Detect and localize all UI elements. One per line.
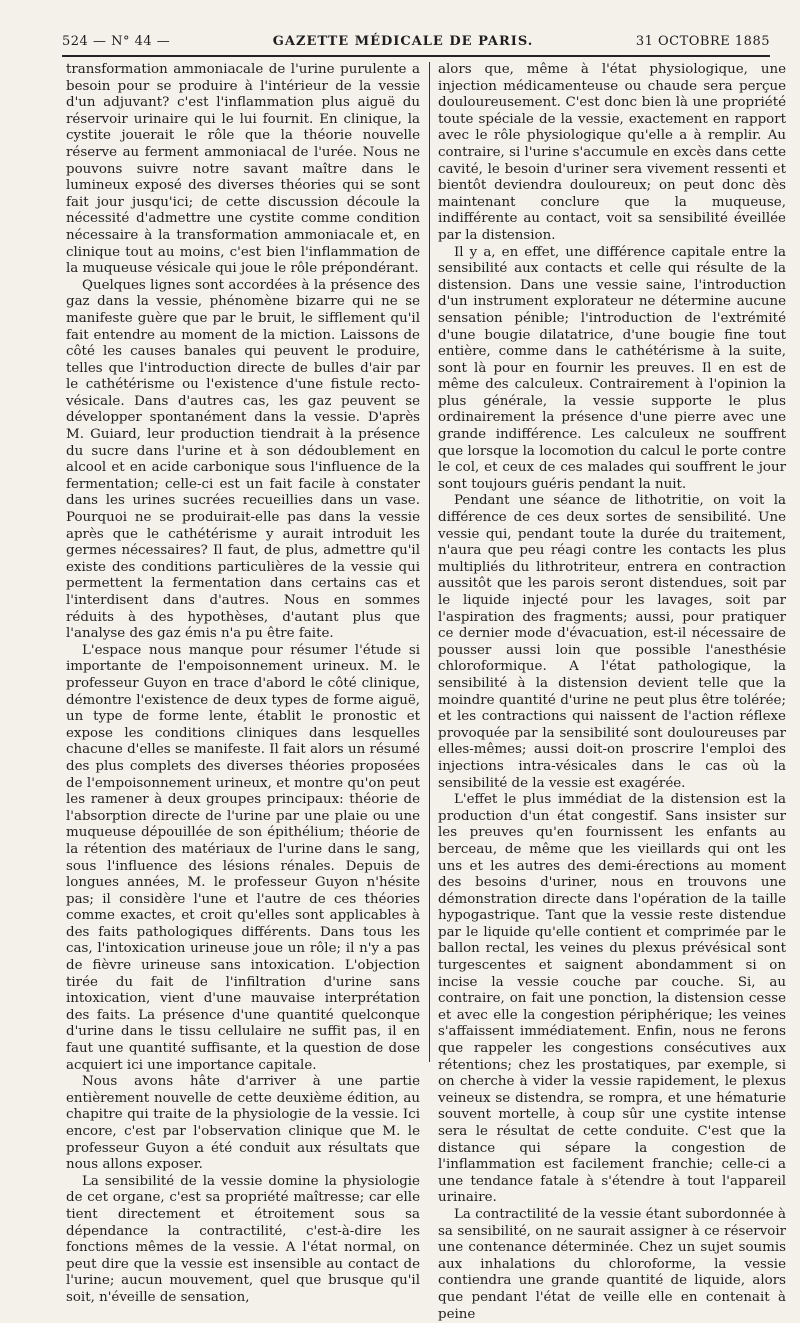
paragraph: La sensibilité de la vessie domine la physiologie de cet organe, c'est sa propriété maîtresse; car elle tient directement et étroitement sous sa dépendance la contractilité, c'est-à-dire les fonctions mêmes de la vessie. A l'état normal, on peut dire que la vessie est insensible au contact de l'urine; aucun mouvement, quel que brusque qu'il soit, n'éveille de sensation, (66, 1173, 420, 1305)
paragraph: L'effet le plus immédiat de la distension est la production d'un état congestif. Sans insister sur les preuves qu'en fournissent les enfants au berceau, de même que les vieillards qui ont les uns et les autres des demi-érections au moment des besoins d'uriner, nous en trouvons une démonstration directe dans l'opération de la taille hypogastrique. Tant que la vessie reste distendue par le liquide qu'elle contient et comprimée par le ballon rectal, les veines du plexus prévésical sont turgescentes et saignent abondamment si on incise la vessie couche par couche. Si, au contraire, on fait une ponction, la distension cesse et avec elle la congestion périphérique; les veines s'affaissent immédiatement. Enfin, nous ne ferons que rappeler les congestions consécutives aux rétentions; chez les prostatiques, par exemple, si on cherche à vider la vessie rapidement, le plexus veineux se distendra, se rompra, et une hématurie souvent mortelle, à coup sûr une cystite intense sera le résultat de cette conduite. C'est que la distance qui sépare la congestion de l'inflammation est facilement franchie; celle-ci a une tendance fatale à s'étendre à tout l'appareil urinaire. (438, 792, 786, 1206)
page-number-and-issue (62, 34, 170, 49)
left-column (66, 62, 420, 1305)
page-number: 524 (62, 33, 89, 49)
paragraph: transformation ammoniacale de l'urine purulente a besoin pour se produire à l'intérieur de la vessie d'un adjuvant? c'est l'inflammation plus aiguë du réservoir urinaire qui le lui fournit. En clinique, la cystite jouerait le rôle que la théorie nouvelle réserve au ferment ammoniacal de l'urée. Nous ne pouvons suivre notre savant maître dans le lumineux exposé des diverses théories qui se sont fait jour jusqu'ici; de cette discussion découle la nécessité d'admettre une cystite comme condition nécessaire à la transformation ammoniacale et, en clinique tout au moins, c'est bien l'inflammation de la muqueuse vésicale qui joue le rôle prépondérant. (66, 62, 420, 277)
right-column (438, 62, 786, 1322)
paragraph: Quelques lignes sont accordées à la présence des gaz dans la vessie, phénomène bizarre qui ne se manifeste guère que par le bruit, le sifflement qu'il fait entendre au moment de la miction. Laissons de côté les causes banales qui peuvent le produire, telles que l'introduction directe de bulles d'air par le cathétérisme ou l'existence d'une fistule recto-vésicale. Dans d'autres cas, les gaz peuvent se développer spontanément dans la vessie. D'après M. Guiard, leur production tiendrait à la présence du sucre dans l'urine et à son dédoublement en alcool et en acide carbonique sous l'influence de la fermentation; celle-ci est un fait facile à constater dans les urines sucrées recueillies dans un vase. Pourquoi ne se produirait-elle pas dans la vessie après que le cathétérisme y aurait introduit les germes nécessaires? Il faut, de plus, admettre qu'il existe des conditions particulières de la vessie qui permettent la fermentation dans certains cas et l'interdisent dans d'autres. Nous en sommes réduits à des hypothèses, d'autant plus que l'analyse des gaz émis n'a pu être faite. (66, 277, 420, 642)
paragraph: L'espace nous manque pour résumer l'étude si importante de l'empoisonnement urineux. M. le professeur Guyon en trace d'abord le côté clinique, démontre l'existence de deux types de forme aiguë, un type de forme lente, établit le pronostic et expose les conditions cliniques dans lesquelles chacune d'elles se manifeste. Il fait alors un résumé des plus complets des diverses théories proposées de l'empoisonnement urineux, et montre qu'on peut les ramener à deux groupes principaux: théorie de l'absorption directe de l'urine par une plaie ou une muqueuse dépouillée de son épithélium; théorie de la rétention des matériaux de l'urine dans le sang, sous l'influence des lésions rénales. Depuis de longues années, M. le professeur Guyon n'hésite pas; il considère l'une et l'autre de ces théories comme exactes, et croit qu'elles sont applicables à des faits pathologiques différents. Dans tous les cas, l'intoxication urineuse joue un rôle; il n'y a pas de fièvre urineuse sans intoxication. L'objection tirée du fait de l'infiltration d'urine sans intoxication, vient d'une mauvaise interprétation des faits. La présence d'une quantité quelconque d'urine dans le tissu cellulaire ne suffit pas, il en faut une quantité suffisante, et la question de dose acquiert ici une importance capitale. (66, 642, 420, 1073)
header-rule (62, 55, 770, 57)
paragraph: La contractilité de la vessie étant subordonnée à sa sensibilité, on ne saurait assigner à ce réservoir une contenance déterminée. Chez un sujet soumis aux inhalations du chloroforme, la vessie contiendra une grande quantité de liquide, alors que pendant l'état de veille elle en contenait à peine (438, 1206, 786, 1322)
paragraph: Pendant une séance de lithotritie, on voit la différence de ces deux sortes de sensibilité. Une vessie qui, pendant toute la durée du traitement, n'aura que peu réagi contre les contacts les plus multipliés du lithrotriteur, entrera en contraction aussitôt que les parois seront distendues, soit par le liquide injecté pour les lavages, soit par l'aspiration des fragments; aussi, pour pratiquer ce dernier mode d'évacuation, est-il nécessaire de pousser aussi loin que possible l'anesthésie chloroformique. A l'état pathologique, la sensibilité à la distension devient telle que la moindre quantité d'urine ne peut plus être tolérée; et les contractions qui naissent de l'action réflexe provoquée par la sensibilité sont douloureuses par elles-mêmes; aussi doit-on proscrire l'emploi des injections intra-vésicales dans le cas où la sensibilité de la vessie est exagérée. (438, 493, 786, 791)
issue-number: — N° 44 — (92, 33, 171, 49)
column-divider (429, 62, 430, 1062)
issue-date: 31 OCTOBRE 1885 (635, 33, 770, 49)
paragraph: Il y a, en effet, une différence capitale entre la sensibilité aux contacts et celle qui résulte de la distension. Dans une vessie saine, l'introduction d'un instrument explorateur ne détermine aucune sensation pénible; l'introduction de l'extrémité d'une bougie dilatatrice, d'une bougie fine tout entière, comme dans le cathétérisme à la suite, sont là pour en fournir les preuves. Il en est de même des calculeux. Contrairement à l'opinion la plus générale, la vessie supporte le plus ordinairement la présence d'une pierre avec une grande indifférence. Les calculeux ne souffrent que lorsque la locomotion du calcul le porte contre le col, et ceux de ces malades qui souffrent le jour sont toujours guéris pendant la nuit. (438, 244, 786, 492)
page-header (62, 28, 770, 54)
paragraph: Nous avons hâte d'arriver à une partie entièrement nouvelle de cette deuxième édition, au chapitre qui traite de la physiologie de la vessie. Ici encore, c'est par l'observation clinique que M. le professeur Guyon a été conduit aux résultats que nous allons exposer. (66, 1074, 420, 1173)
paragraph: alors que, même à l'état physiologique, une injection médicamenteuse ou chaude sera perçue douloureusement. C'est donc bien là une propriété toute spéciale de la vessie, exactement en rapport avec le rôle physiologique qu'elle a à remplir. Au contraire, si l'urine s'accumule en excès dans cette cavité, le besoin d'uriner sera vivement ressenti et bientôt deviendra douloureux; on peut donc dès maintenant conclure que la muqueuse, indifférente au contact, voit sa sensibilité éveillée par la distension. (438, 62, 786, 243)
journal-title: GAZETTE MÉDICALE DE PARIS. (272, 33, 534, 49)
